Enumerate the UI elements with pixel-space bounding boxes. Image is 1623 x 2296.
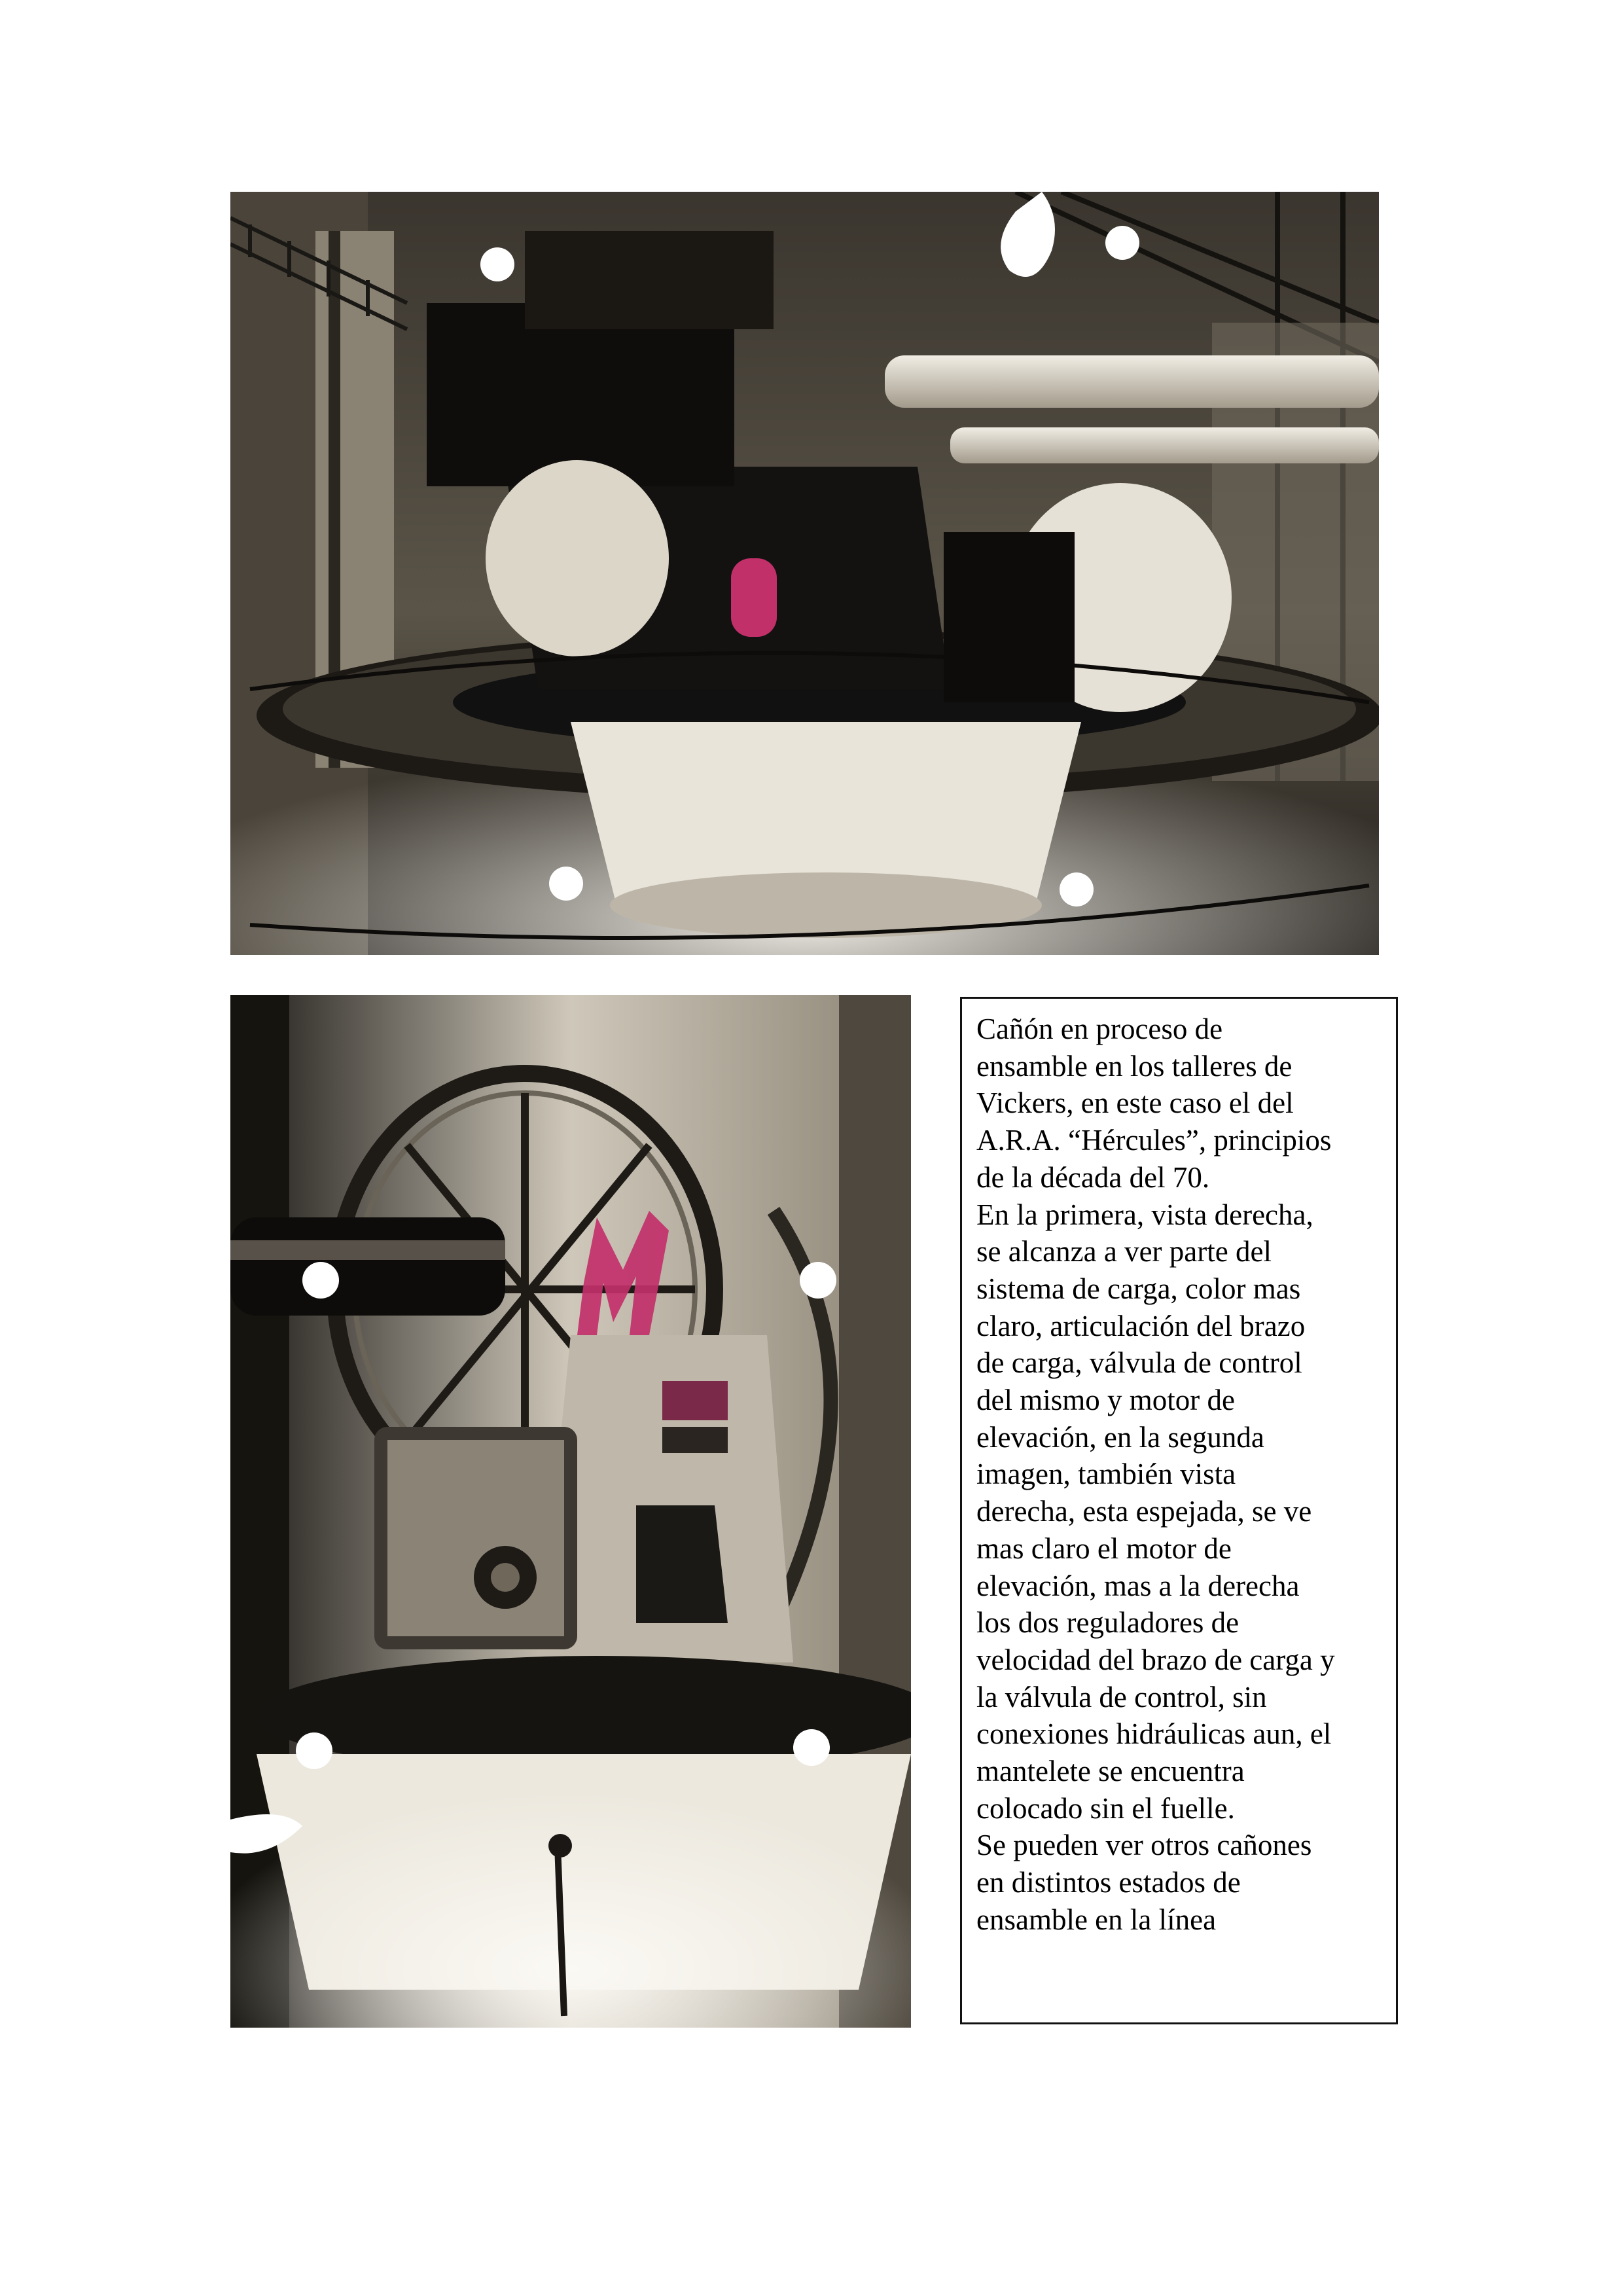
caption-line: conexiones hidráulicas aun, el — [976, 1717, 1332, 1751]
caption-line: del mismo y motor de — [976, 1384, 1235, 1417]
caption-line: elevación, en la segunda — [976, 1420, 1264, 1454]
caption-line: Vickers, en este caso el del — [976, 1086, 1294, 1120]
caption-line: derecha, esta espejada, se ve — [976, 1495, 1312, 1528]
gun-turret-photo-illustration — [230, 192, 1379, 955]
caption-line: imagen, también vista — [976, 1458, 1236, 1491]
caption-line: velocidad del brazo de carga y — [976, 1643, 1335, 1676]
caption-line: En la primera, vista derecha, — [976, 1198, 1313, 1231]
caption-line: se alcanza a ver parte del — [976, 1235, 1272, 1268]
caption-line: en distintos estados de — [976, 1866, 1241, 1899]
caption-line: los dos reguladores de — [976, 1606, 1240, 1640]
caption-line: la válvula de control, sin — [976, 1680, 1267, 1713]
caption-line: Cañón en proceso de — [976, 1013, 1223, 1045]
caption-line: mas claro el motor de — [976, 1532, 1232, 1565]
caption-line: ensamble en la línea — [976, 1903, 1217, 1936]
caption-text — [976, 1011, 1382, 1939]
caption-line: sistema de carga, color mas — [976, 1272, 1301, 1305]
caption-line: mantelete se encuentra — [976, 1755, 1245, 1788]
caption-line: elevación, mas a la derecha — [976, 1569, 1300, 1602]
caption-box — [960, 997, 1398, 2024]
caption-line: claro, articulación del brazo — [976, 1309, 1306, 1342]
caption-line: de carga, válvula de control — [976, 1346, 1302, 1380]
photo-top-gun-turret — [230, 192, 1379, 955]
caption-line: Se pueden ver otros cañones — [976, 1829, 1312, 1862]
caption-line: de la década del 70. — [976, 1160, 1210, 1194]
caption-line: colocado sin el fuelle. — [976, 1791, 1235, 1825]
caption-line: A.R.A. “Hércules”, principios — [976, 1124, 1332, 1157]
photo-bottom-gun-mount — [230, 995, 911, 2028]
caption-line: ensamble en los talleres de — [976, 1049, 1293, 1083]
gun-mount-photo-illustration — [230, 995, 911, 2028]
